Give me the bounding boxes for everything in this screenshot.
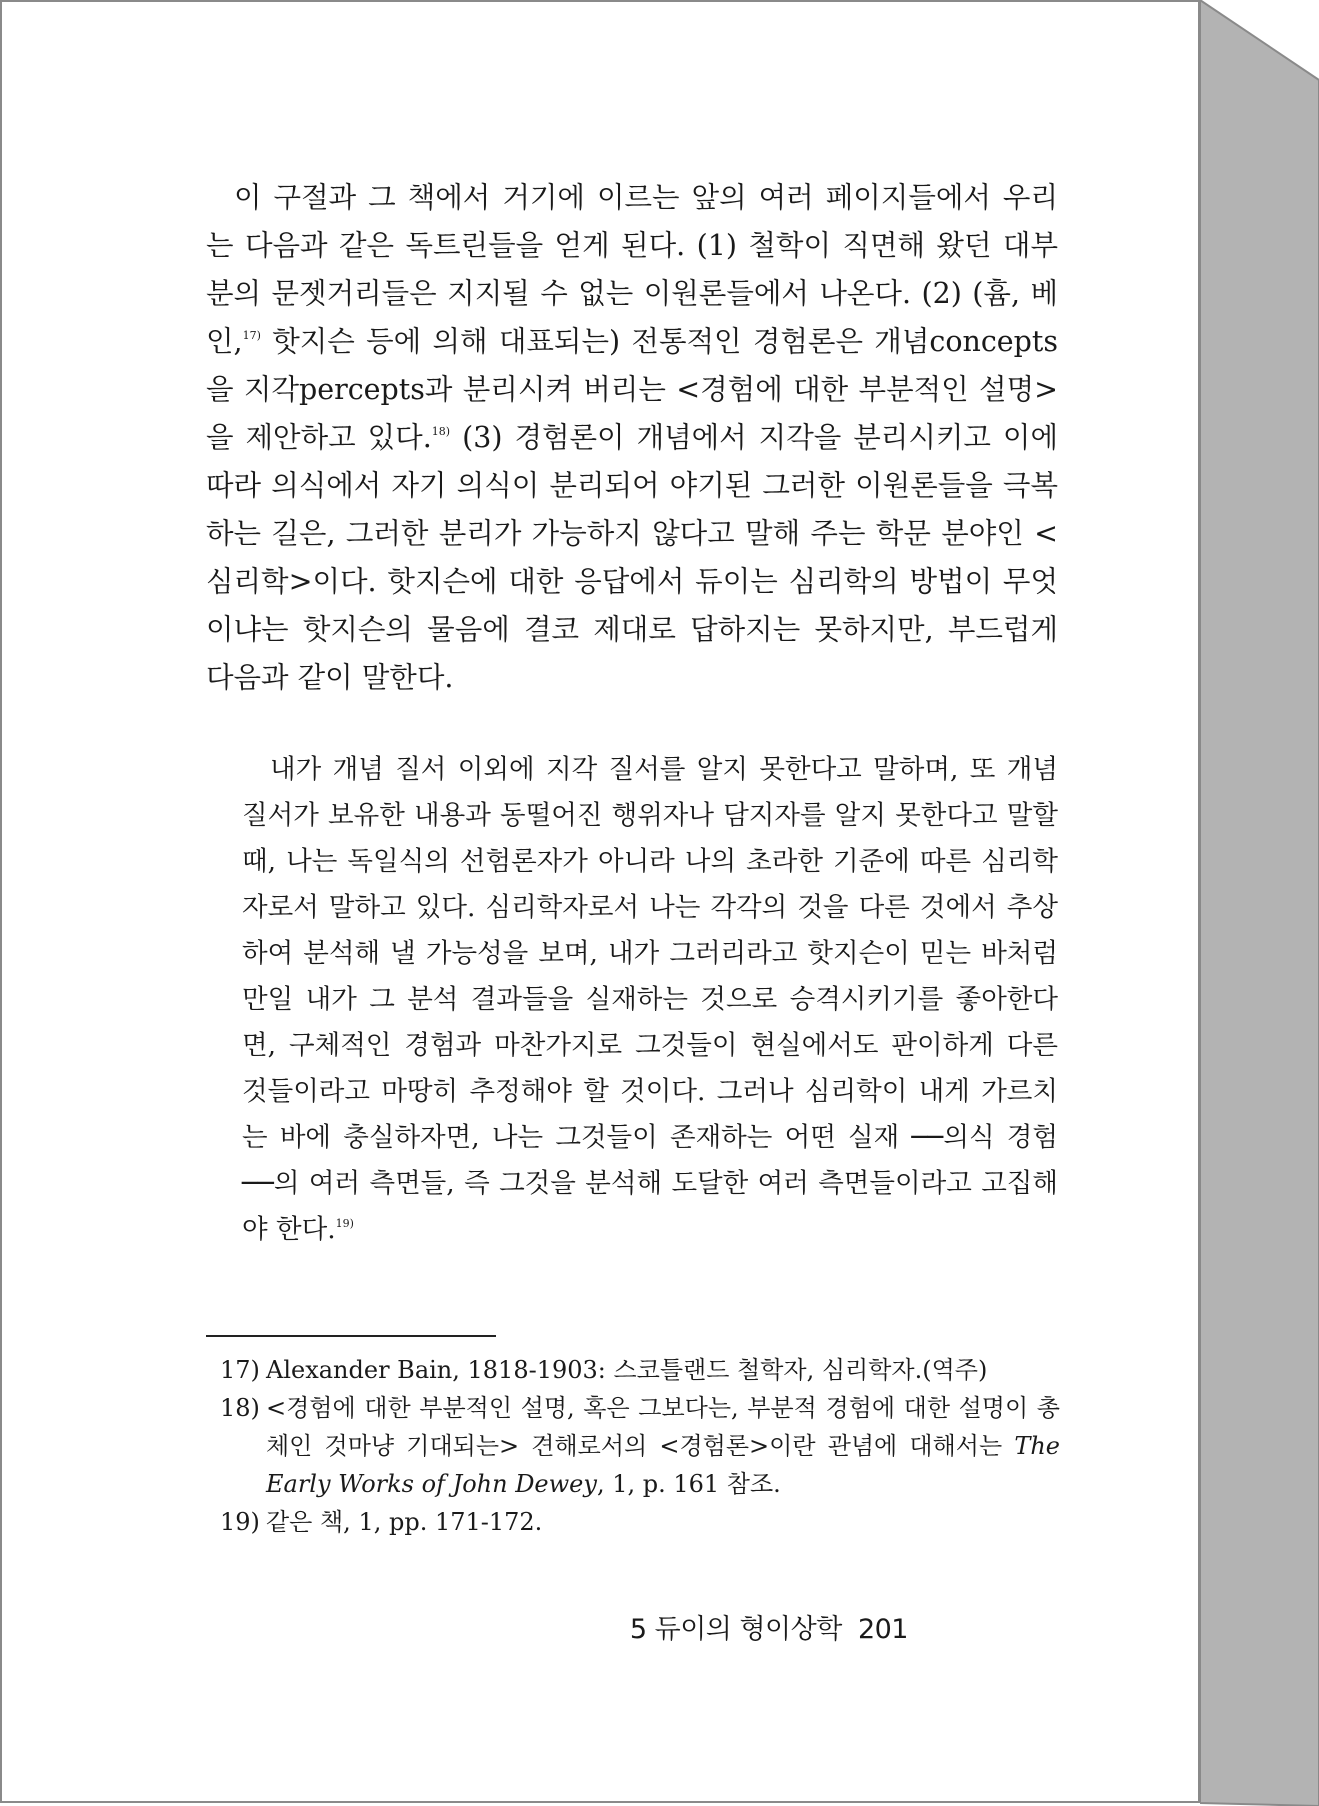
footnote-tail: , 1, p. 161 참조. <box>596 1470 781 1498</box>
footnote-text: 같은 책, 1, pp. 171-172. <box>266 1508 543 1536</box>
footnote-ref-18[interactable]: 18) <box>431 425 451 438</box>
paragraph-text-1: 이 구절과 그 책에서 거기에 이르는 앞의 여러 페이지들에서 우리는 다음과 같은 독트린들을 얻게 된다. (1) 철학이 직면해 왔던 대부분의 문젯거리들은 지지될 수 없는 이원론들에서 나온다. (2) (흄, 베인, <box>206 181 1058 358</box>
footnote-17 <box>220 1351 1060 1389</box>
paragraph-text-2: 핫지슨 등에 의해 대표되는) 전통적인 경험론은 개념concepts을 지각percepts과 분리시켜 버리는 <경험에 대한 부분적인 설명>을 제안하고 있다. <box>206 325 1058 454</box>
main-paragraph <box>206 174 1058 702</box>
page-number: 201 <box>857 1614 908 1645</box>
footnote-number: 18) <box>220 1394 260 1422</box>
footnotes <box>220 1351 1060 1541</box>
footnote-19 <box>220 1503 1060 1541</box>
footnote-ref-17[interactable]: 17) <box>242 329 261 342</box>
footnote-body: <경험에 대한 부분적인 설명, 혹은 그보다는, 부분적 경험에 대한 설명이 총체인 것마냥 기대되는> 견해로서의 <경험론>이란 관념에 대해서는 <box>266 1394 1060 1460</box>
footnote-divider <box>206 1335 496 1337</box>
running-footer <box>630 1607 908 1646</box>
paragraph-text-3: (3) 경험론이 개념에서 지각을 분리시키고 이에 따라 의식에서 자기 의식이 분리되어 야기된 그러한 이원론들을 극복하는 길은, 그러한 분리가 가능하지 않다고 말해 주는 학문 분야인 <심리학>이다. 핫지슨에 대한 응답에서 듀이는 심리학의 방법이 무엇이냐는 핫지슨의 물음에 결코 제대로 답하지는 못하지만, 부드럽게 다음과 같이 말한다. <box>206 421 1058 694</box>
page-edge-shadow <box>1200 0 1319 1806</box>
footnote-ref-19[interactable]: 19) <box>335 1217 354 1230</box>
footnote-number: 19) <box>220 1508 260 1536</box>
footnote-text <box>266 1389 1060 1503</box>
footnote-number: 17) <box>220 1356 260 1384</box>
book-title: The Early Works of John Dewey <box>266 1432 1060 1498</box>
footnote-text: Alexander Bain, 1818-1903: 스코틀랜드 철학자, 심리학자.(역주) <box>266 1356 988 1384</box>
chapter-title: 5 듀이의 형이상학 <box>629 1614 842 1645</box>
block-quote <box>242 747 1058 1253</box>
quote-text: 내가 개념 질서 이외에 지각 질서를 알지 못한다고 말하며, 또 개념 질서가 보유한 내용과 동떨어진 행위자나 담지자를 알지 못한다고 말할 때, 나는 독일식의 선험론자가 아니라 나의 초라한 기준에 따른 심리학자로서 말하고 있다. 심리학자로서 나는 각각의 것을 다른 것에서 추상하여 분석해 낼 가능성을 보며, 내가 그러리라고 핫지슨이 믿는 바처럼 만일 내가 그 분석 결과들을 실재하는 것으로 승격시키기를 좋아한다면, 구체적인 경험과 마찬가지로 그것들이 현실에서도 판이하게 다른 것들이라고 마땅히 추정해야 할 것이다. 그러나 심리학이 내게 가르치는 바에 충실하자면, 나는 그것들이 존재하는 어떤 실재 ──의식 경험 ──의 여러 측면들, 즉 그것을 분석해 도달한 여러 측면들이라고 고집해야 한다. <box>242 754 1058 1245</box>
footnote-18 <box>220 1389 1060 1503</box>
